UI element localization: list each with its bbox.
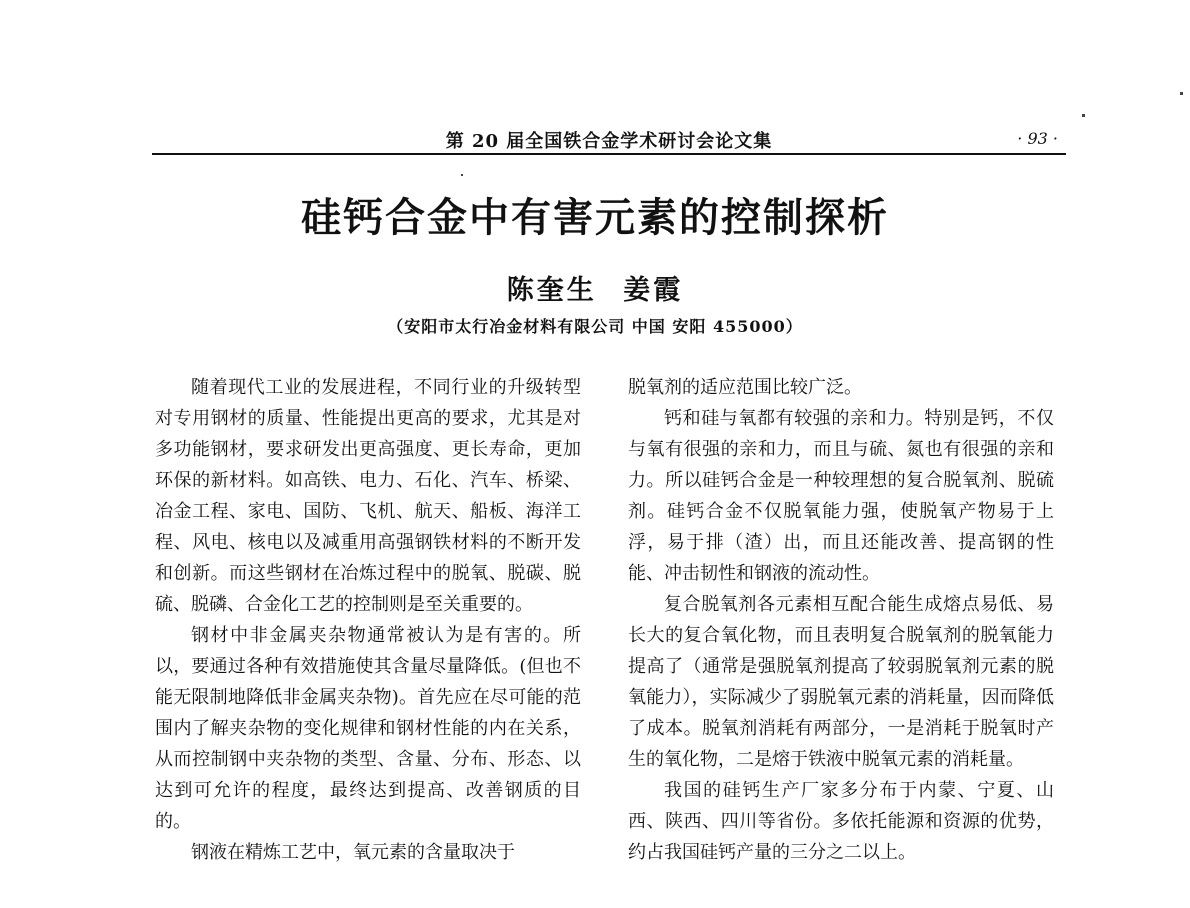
paper-title: 硅钙合金中有害元素的控制探析 — [301, 195, 889, 241]
paragraph: 随着现代工业的发展进程，不同行业的升级转型对专用钢材的质量、性能提出更高的要求，尤其是对多功能钢材，要求研发出更高强度、更长寿命，更加环保的新材料。如高铁、电力、石化、汽车、桥梁、冶金工程、家电、国防、飞机、航天、船板、海洋工程、风电、核电以及减重用高强钢铁材料的不断开发和创新。而这些钢材在冶炼过程中的脱氧、脱碳、脱硫、脱磷、合金化工艺的控制则是至关重要的。 — [155, 377, 581, 615]
scan-speck — [461, 174, 463, 176]
affiliation: （安阳市太行冶金材料有限公司 中国 安阳 455000） — [387, 317, 803, 336]
running-title: 第 20 届全国铁合金学术研讨会论文集 — [445, 131, 773, 152]
paragraph: 复合脱氧剂各元素相互配合能生成熔点易低、易长大的复合氧化物，而且表明复合脱氧剂的脱氧能力提高了（通常是强脱氧剂提高了较弱脱氧剂元素的脱氧能力），实际减少了弱脱氧元素的消耗量，因而降低了成本。脱氧剂消耗有两部分，一是消耗于脱氧时产生的氧化物，二是熔于铁液中脱氧元素的消耗量。 — [628, 594, 1054, 770]
paragraph: 脱氧剂的适应范围比较广泛。 — [628, 377, 862, 398]
left-column — [155, 372, 581, 868]
scan-speck — [1180, 92, 1183, 95]
paragraph: 钢液在精炼工艺中，氧元素的含量取决于 — [191, 842, 515, 863]
running-header — [152, 127, 1066, 155]
paragraph: 钢材中非金属夹杂物通常被认为是有害的。所以，要通过各种有效措施使其含量尽量降低。(但也不能无限制地降低非金属夹杂物)。首先应在尽可能的范围内了解夹杂物的变化规律和钢材性能的内在关系，从而控制钢中夹杂物的类型、含量、分布、形态、以达到可允许的程度，最终达到提高、改善钢质的目的。 — [155, 625, 581, 832]
paragraph: 我国的硅钙生产厂家多分布于内蒙、宁夏、山西、陕西、四川等省份。多依托能源和资源的优势，约占我国硅钙产量的三分之二以上。 — [628, 780, 1054, 863]
paragraph: 钙和硅与氧都有较强的亲和力。特别是钙，不仅与氧有很强的亲和力，而且与硫、氮也有很强的亲和力。所以硅钙合金是一种较理想的复合脱氧剂、脱硫剂。硅钙合金不仅脱氧能力强，使脱氧产物易于上浮，易于排（渣）出，而且还能改善、提高钢的性能、冲击韧性和钢液的流动性。 — [628, 408, 1054, 584]
right-column — [628, 372, 1054, 868]
scan-speck — [1082, 114, 1085, 117]
page-number: · 93 · — [1017, 129, 1058, 148]
authors: 陈奎生 姜霞 — [506, 275, 684, 306]
